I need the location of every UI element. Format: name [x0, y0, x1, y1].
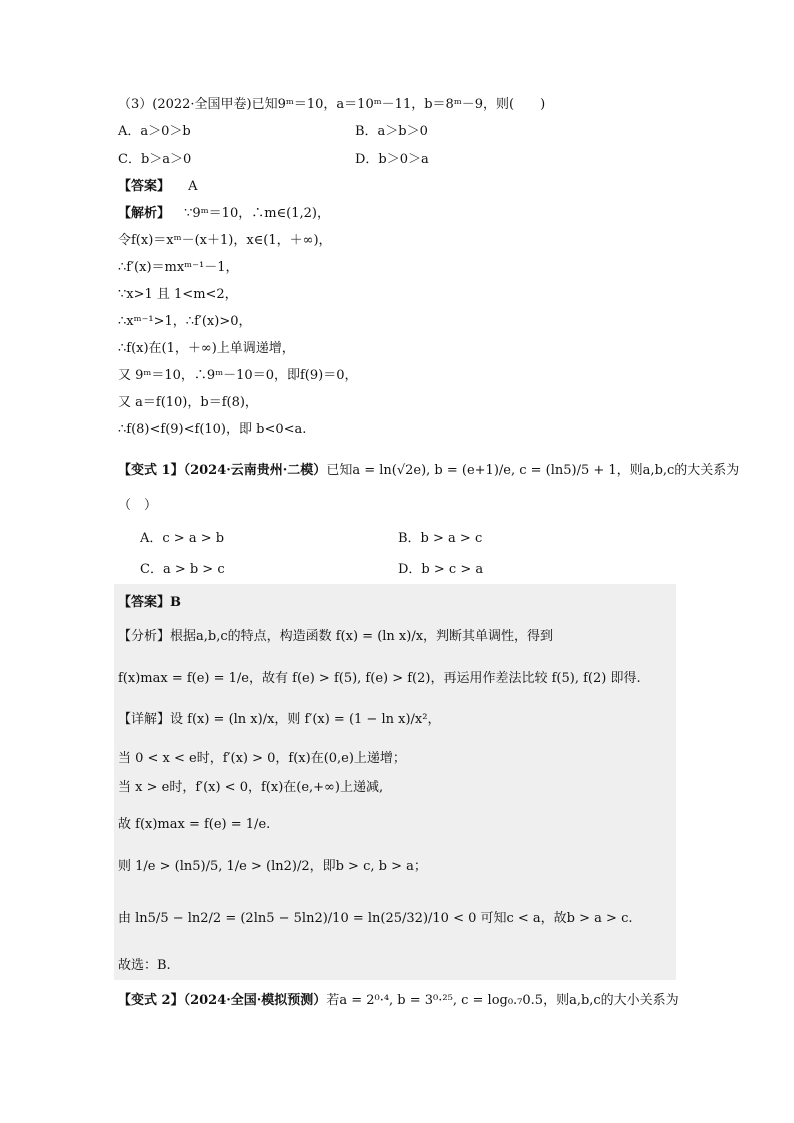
q3-option-a: A．a＞0＞b: [118, 124, 191, 139]
q3-analysis-first-line: [118, 205, 330, 223]
variant1-option-d: D．b > c > a: [398, 562, 484, 577]
variant1-detail-4: 故 f(x)max = f(e) = 1/e.: [118, 817, 271, 832]
answer-label: 【答案】: [118, 179, 171, 194]
q3-option-d: D．b＞0＞a: [355, 152, 429, 167]
variant1-option-c: C．a > b > c: [140, 562, 225, 577]
variant1-analysis-1: 【分析】根据a,b,c的特点，构造函数 f(x) = (ln x)/x，判断其单调性，得到: [118, 629, 554, 644]
analysis-line: 又 9ᵐ＝10，∴9ᵐ－10＝0，即f(9)＝0，: [118, 368, 358, 383]
q3-answer-line: [118, 178, 198, 196]
variant1-label: 【变式 1】: [118, 463, 184, 478]
analysis-line: ∴xᵐ⁻¹>1，∴f′(x)>0，: [118, 314, 252, 329]
variant2-label: 【变式 2】: [118, 993, 184, 1008]
analysis-line: ∴f(x)在(1，＋∞)上单调递增，: [118, 341, 295, 356]
variant1-detail-2: 当 0 < x < e时，f′(x) > 0，f(x)在(0,e)上递增；: [118, 751, 406, 766]
analysis-line: ∴f(8)<f(9)<f(10)，即 b<0<a.: [118, 422, 307, 437]
variant1-option-b: B．b > a > c: [398, 531, 483, 546]
variant2-stem: 若a = 2⁰·⁴, b = 3⁰·²⁵, c = log₀.₇0.5，则a,b,c的大小关系为: [326, 993, 679, 1008]
variant1-option-a: A．c > a > b: [140, 531, 225, 546]
variant1-detail-5: 则 1/e > (ln5)/5, 1/e > (ln2)/2，即b > c, b > a；: [118, 859, 427, 874]
variant1-detail-1: 【详解】设 f(x) = (ln x)/x，则 f′(x) = (1 − ln x)/x²，: [118, 712, 441, 727]
q3-stem: （3）(2022·全国甲卷)已知9ᵐ＝10，a＝10ᵐ－11，b＝8ᵐ－9，则( ): [118, 97, 546, 112]
variant1-detail-3: 当 x > e时，f′(x) < 0，f(x)在(e,+∞)上递减,: [118, 780, 384, 795]
analysis-label: 【解析】: [118, 206, 171, 221]
analysis-line: 又 a＝f(10)，b＝f(8)，: [118, 395, 258, 410]
variant1-stem-line: [118, 462, 739, 480]
variant1-answer: 【答案】B: [118, 595, 181, 610]
variant1-detail-6: 由 ln5/5 − ln2/2 = (2ln5 − 5ln2)/10 = ln(25/32)/10 < 0 可知c < a，故b > a > c.: [118, 911, 633, 926]
analysis-line: 令f(x)＝xᵐ－(x＋1)，x∈(1，＋∞)，: [118, 233, 332, 248]
answer-value: A: [188, 179, 198, 194]
variant2-stem-line: [118, 992, 679, 1010]
variant1-analysis-2: f(x)max = f(e) = 1/e，故有 f(e) > f(5), f(e) > f(2)，再运用作差法比较 f(5), f(2) 即得.: [118, 671, 641, 686]
variant1-paren: （ ）: [118, 498, 158, 513]
analysis-line: ∵9ᵐ＝10，∴m∈(1,2)，: [184, 206, 330, 221]
q3-option-b: B．a＞b＞0: [355, 124, 428, 139]
q3-option-c: C．b＞a＞0: [118, 152, 192, 167]
variant2-source: （2024·全国·模拟预测）: [183, 993, 327, 1008]
variant1-choose: 故选：B.: [118, 958, 171, 973]
analysis-line: ∵x>1 且 1<m<2，: [118, 287, 238, 302]
variant1-source: （2024·云南贵州·二模）: [183, 463, 327, 478]
analysis-line: ∴f′(x)＝mxᵐ⁻¹－1，: [118, 260, 239, 275]
variant1-stem: 已知a = ln(√2e), b = (e+1)/e, c = (ln5)/5 + 1，则a,b,c的大关系为: [326, 463, 740, 478]
